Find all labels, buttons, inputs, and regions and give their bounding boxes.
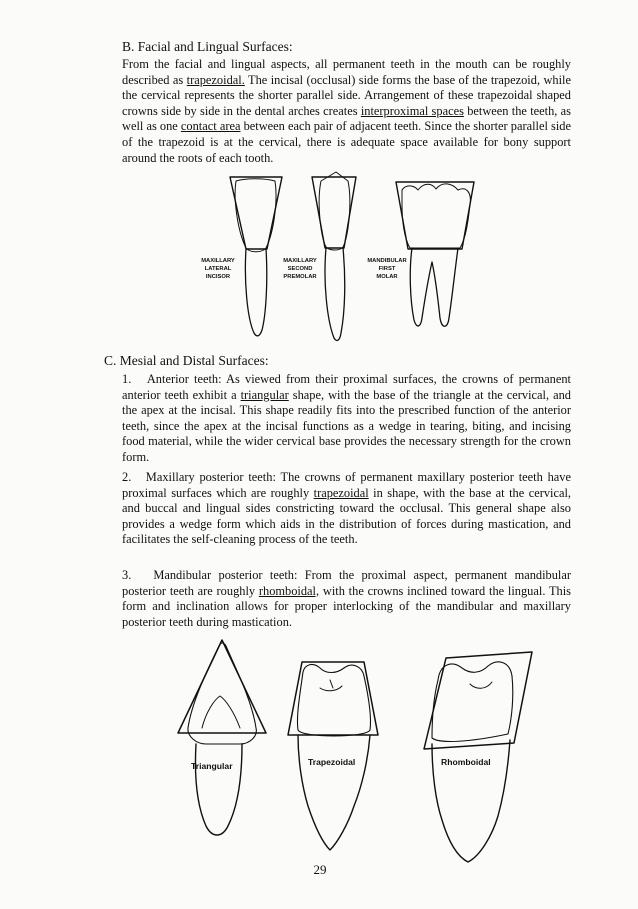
text-run: Anterior teeth: As viewed from their proximal surfaces, the crowns of permanent anterior teeth exhibit a xyxy=(122,372,571,402)
label-trapezoidal: Trapezoidal xyxy=(308,757,356,767)
label-incisor-line2: LATERAL xyxy=(204,266,232,272)
label-premolar-line1: MAXILLARY xyxy=(283,258,317,264)
term-rhomboidal: rhomboidal, xyxy=(258,583,320,598)
trapezoidal-tooth-drawing xyxy=(288,662,378,850)
text-run: Mandibular posterior teeth: From the proximal aspect, permanent mandibular posterior teeth are roughly xyxy=(122,568,571,598)
text-run: between each pair of adjacent teeth. Since the shorter parallel side of the trapezoid is at the cervical, there is adequate space available for bony support around the roots of each tooth. xyxy=(122,119,572,165)
term-trapezoidal: trapezoidal. xyxy=(186,72,245,87)
label-rhomboidal: Rhomboidal xyxy=(441,757,491,767)
item-number: 1. xyxy=(122,372,132,386)
text-run: The incisal (occlusal) side forms the base of the trapezoid, while the cervical represents the shorter parallel side. Arrangement of these trapezoidal shaped crowns side by side in the dental arches creates xyxy=(122,72,571,118)
label-incisor-line1: MAXILLARY xyxy=(201,258,235,264)
page-number: 29 xyxy=(313,862,327,877)
label-incisor-line3: INCISOR xyxy=(205,274,231,280)
term-interproximal-spaces: interproximal spaces xyxy=(360,103,464,118)
section-c-heading: C. Mesial and Distal Surfaces: xyxy=(104,353,269,368)
term-triangular: triangular xyxy=(240,387,289,402)
term-trapezoidal-2: trapezoidal xyxy=(313,485,369,500)
label-premolar-line3: PREMOLAR xyxy=(283,274,317,280)
text-run: shape, with the base of the triangle at the cervical, and the apex at the incisal. This shape readily fits into the prescribed function of the anterior teeth, since the apex at the incisal functions as a wedge in tearing, biting, and incising food material, while the wider cervical base provides the necessary strength for the crown form. xyxy=(122,387,572,464)
item-number: 3. xyxy=(122,568,132,582)
label-molar-line1: MANDIBULAR xyxy=(367,258,407,264)
text-run: From the facial and lingual aspects, all permanent teeth in the mouth can be roughly described as xyxy=(122,57,571,87)
text-run: Maxillary posterior teeth: The crowns of permanent maxillary posterior teeth have proximal surfaces which are roughly xyxy=(122,470,571,500)
item-number: 2. xyxy=(122,470,132,484)
term-contact-area: contact area xyxy=(180,119,241,134)
text-run: with the crowns inclined toward the lingual. This form and inclination allows for proper interlocking of the mandibular and maxillary posterior teeth during mastication. xyxy=(122,583,571,629)
section-b-heading: B. Facial and Lingual Surfaces: xyxy=(122,39,293,54)
label-triangular: Triangular xyxy=(191,761,233,771)
text-run: in shape, with the base at the cervical, and buccal and lingual sides constricting toward the occlusal. This general shape also provides a wedge form which aids in the distribution of forces during mastication, and facilitates the self-cleaning process of the teeth. xyxy=(122,485,572,547)
text-run: between the teeth, as well as one xyxy=(122,103,571,134)
label-molar-line3: MOLAR xyxy=(376,274,398,280)
label-molar-line2: FIRST xyxy=(378,266,396,272)
label-premolar-line2: SECOND xyxy=(287,266,313,272)
triangular-tooth-drawing xyxy=(178,640,266,835)
